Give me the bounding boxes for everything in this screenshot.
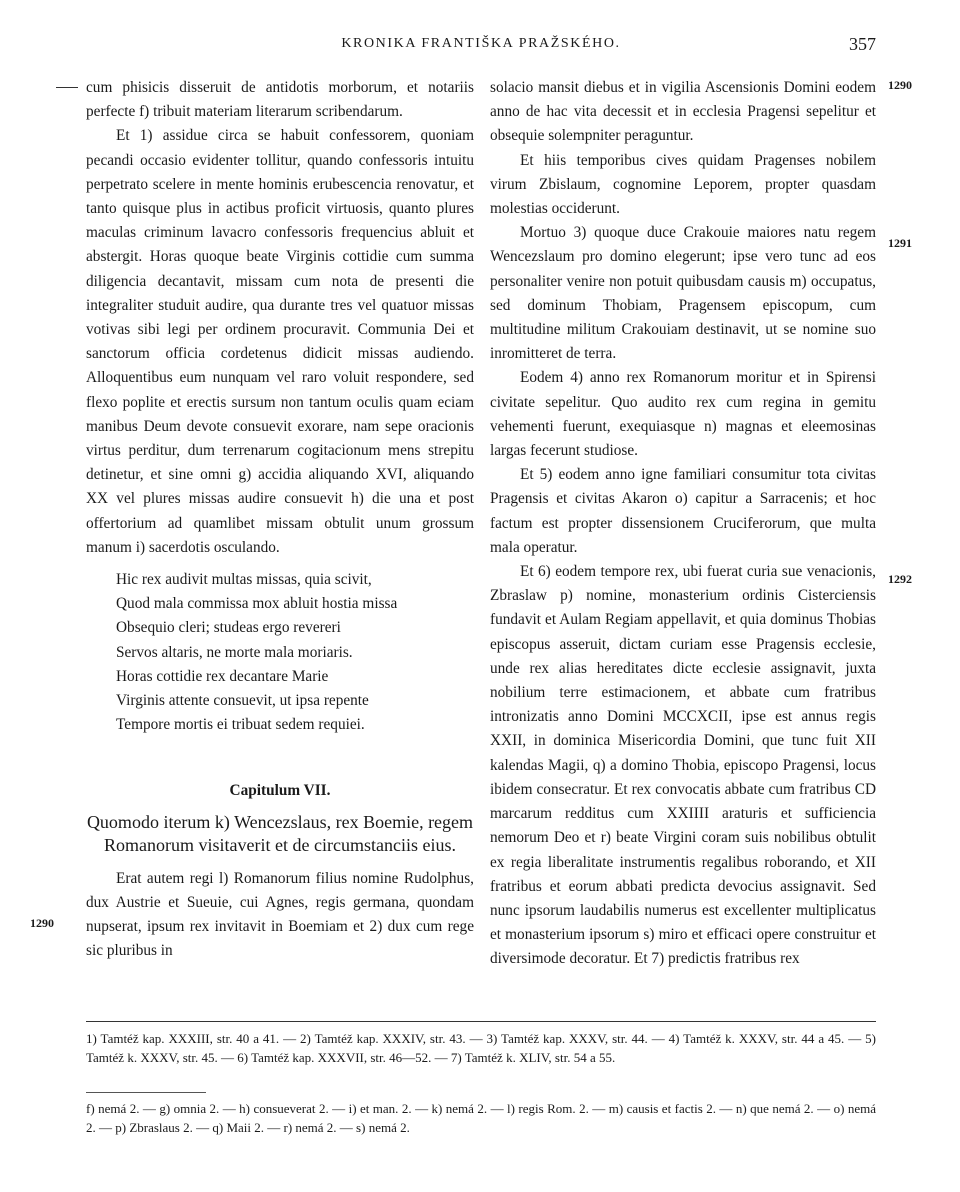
margin-year-1290-left: 1290 — [30, 916, 54, 930]
paragraph: Et 1) assidue circa se habuit confessorem, quoniam pecandi occasio evidenter tollitur, quando confessoris intuitu perpetrato scelere in mente hominis erubescencia renovatur, et tanto quisque plus in actibus proficit virtuosis, quanto plures maculas criminum lavacro confessoris frequencius abluit et abstergit. Horas quoque beate Virginis cottidie cum summa diligencia decantavit, missam cum nota de presenti die integraliter studuit audire, qua durante tres vel quatuor missas votivas sibi legi per ordinem procuravit. Communia Dei et sanctorum officia cordetenus didicit missas audiendo. Alloquentibus eum nunquam vel raro voluit respondere, sed flexo poplite et erectis sursum non tantum oculis quam eciam manibus Deum devote consuevit exorare, nam sepe oracionis virtus perditur, dum terrenarum cogitacionum mens strepitu detinetur, et sine omni g) accidia aliquando XVI, aliquando XX vel plures missas audire consuevit h) die una et post offertorium ad quamlibet missam obtulit unum grossum manum i) sacerdotis osculando. — [86, 127, 474, 556]
chapter-title: Capitulum VII. — [229, 782, 331, 800]
paragraph: Mortuo 3) quoque duce Crakouie maiores natu regem Wencezslaum pro domino elegerunt; ipse vero tunc ad eos personaliter venire non potuit quibusdam causis m) occupatus, sed dominum Thobiam, Pragensem episcopum, cum multitudine militum Crakouiam destinavit, ut se nomine suo inromitteret de terra. — [490, 224, 876, 363]
verse-line: Quod mala commissa mox abluit hostia missa — [116, 595, 398, 613]
verse-line: Tempore mortis ei tribuat sedem requiei. — [116, 716, 365, 734]
page-header — [86, 34, 876, 56]
footnote-text: f) nemá 2. — g) omnia 2. — h) consueverat 2. — i) et man. 2. — k) nemá 2. — l) regis Rom. 2. — m) causis et factis 2. — n) que nemá 2. — o) nemá 2. — p) Zbraslaus 2. — q) Maii 2. — r) nemá 2. — s) nemá 2. — [86, 1101, 876, 1135]
verse-line: Horas cottidie rex decantare Marie — [116, 667, 329, 685]
footnote-text: 1) Tamtéž kap. XXXIII, str. 40 a 41. — 2) Tamtéž kap. XXXIV, str. 43. — 3) Tamtéž kap. XXXV, str. 44. — 4) Tamtéž k. XXXV, str. 44 a 45. — 5) Tamtéž k. XXXV, str. 45. — 6) Tamtéž kap. XXXVII, str. 46—52. — 7) Tamtéž k. XLIV, str. 54 a 55. — [86, 1031, 876, 1065]
footnote-divider — [86, 1021, 876, 1022]
paragraph: solacio mansit diebus et in vigilia Ascensionis Domini eodem anno de hac vita decessit et in ecclesia Pragensi sepelitur et obsequie solempniter peraguntur. — [490, 79, 876, 145]
footnotes-lettered — [86, 1100, 876, 1137]
verse-line: Servos altaris, ne morte mala moriaris. — [116, 643, 353, 661]
continuation-dash — [56, 87, 78, 88]
chapter-heading: Quomodo iterum k) Wencezslaus, rex Boemie, regem Romanorum visitaverit et de circumstanciis eius. — [86, 811, 474, 855]
footnotes-numbered — [86, 1030, 876, 1067]
verse-block — [86, 568, 474, 737]
left-column — [86, 76, 474, 964]
margin-year-1291: 1291 — [888, 236, 912, 250]
verse-line: Hic rex audivit multas missas, quia scivit, — [116, 571, 372, 589]
paragraph: Et 6) eodem tempore rex, ubi fuerat curia sue venacionis, Zbraslaw p) nomine, monasterium ordinis Cisterciensis fundavit et Aulam Regiam appellavit, et quia dominus Thobias episcopus asseruit, dictam curiam esse Pragensis ecclesie, unde rex alias hereditates dicte ecclesie assignavit, juxta nobilium terre estimacionem, et abbate cum fratribus intronizatis anno Domini MCCXCII, ipse est annus regis XXII, in dominica Misericordia Domini, que tunc fuit XII kalendas Magii, q) a domino Thobia, episcopo Pragensi, locus ibidem consecratur. Et rex convocatis abbate cum fratribus CD marcarum redditus cum XXIIII araturis et sufficiencia nemorum Deo et r) beate Virgini coram suis nobilibus obtulit ex regia liberalitate instrumentis regalibus roborando, et XII fratribus et eorum abbati predicta devocius assignavit. Sed nunc ipsorum laudabilis numerus est excellenter multiplicatus et monasterium ipsorum s) miro et efficaci opere construitur et diversimode decoratur. Et 7) predictis fratribus rex — [490, 563, 876, 968]
paragraph: Eodem 4) anno rex Romanorum moritur et in Spirensi civitate sepelitur. Quo audito rex cum regina in gemitu vehementi fuerunt, exequiasque n) magnas et eleemosinas largas fecerunt studiose. — [490, 369, 876, 460]
margin-year-1290-right: 1290 — [888, 78, 912, 92]
margin-year-1292: 1292 — [888, 572, 912, 586]
verse-line: Virginis attente consuevit, ut ipsa repente — [116, 692, 369, 710]
right-column — [490, 76, 876, 972]
running-title: KRONIKA FRANTIŠKA PRAŽSKÉHO. — [341, 36, 621, 51]
verse-line: Obsequio cleri; studeas ergo revereri — [116, 619, 341, 637]
page-number: 357 — [849, 34, 876, 54]
paragraph: Et 5) eodem anno igne familiari consumitur tota civitas Pragensis et civitas Akaron o) capitur a Sarracenis; et hoc factum est propter dissensionem Cruciferorum, que multa mala operatur. — [490, 466, 876, 556]
footnote-short-divider — [86, 1092, 206, 1093]
paragraph: Et hiis temporibus cives quidam Pragenses nobilem virum Zbislaum, cognomine Leporem, propter quasdam molestias occiderunt. — [490, 151, 876, 218]
paragraph: cum phisicis disseruit de antidotis morborum, et notariis perfecte f) tribuit materiam literarum scribendarum. — [86, 79, 474, 121]
paragraph: Erat autem regi l) Romanorum filius nomine Rudolphus, dux Austrie et Sueuie, cui Agnes, regis germana, quondam nupserat, ipsum rex invitavit in Boemiam et 2) dux cum rege sic pluribus in — [86, 869, 474, 960]
